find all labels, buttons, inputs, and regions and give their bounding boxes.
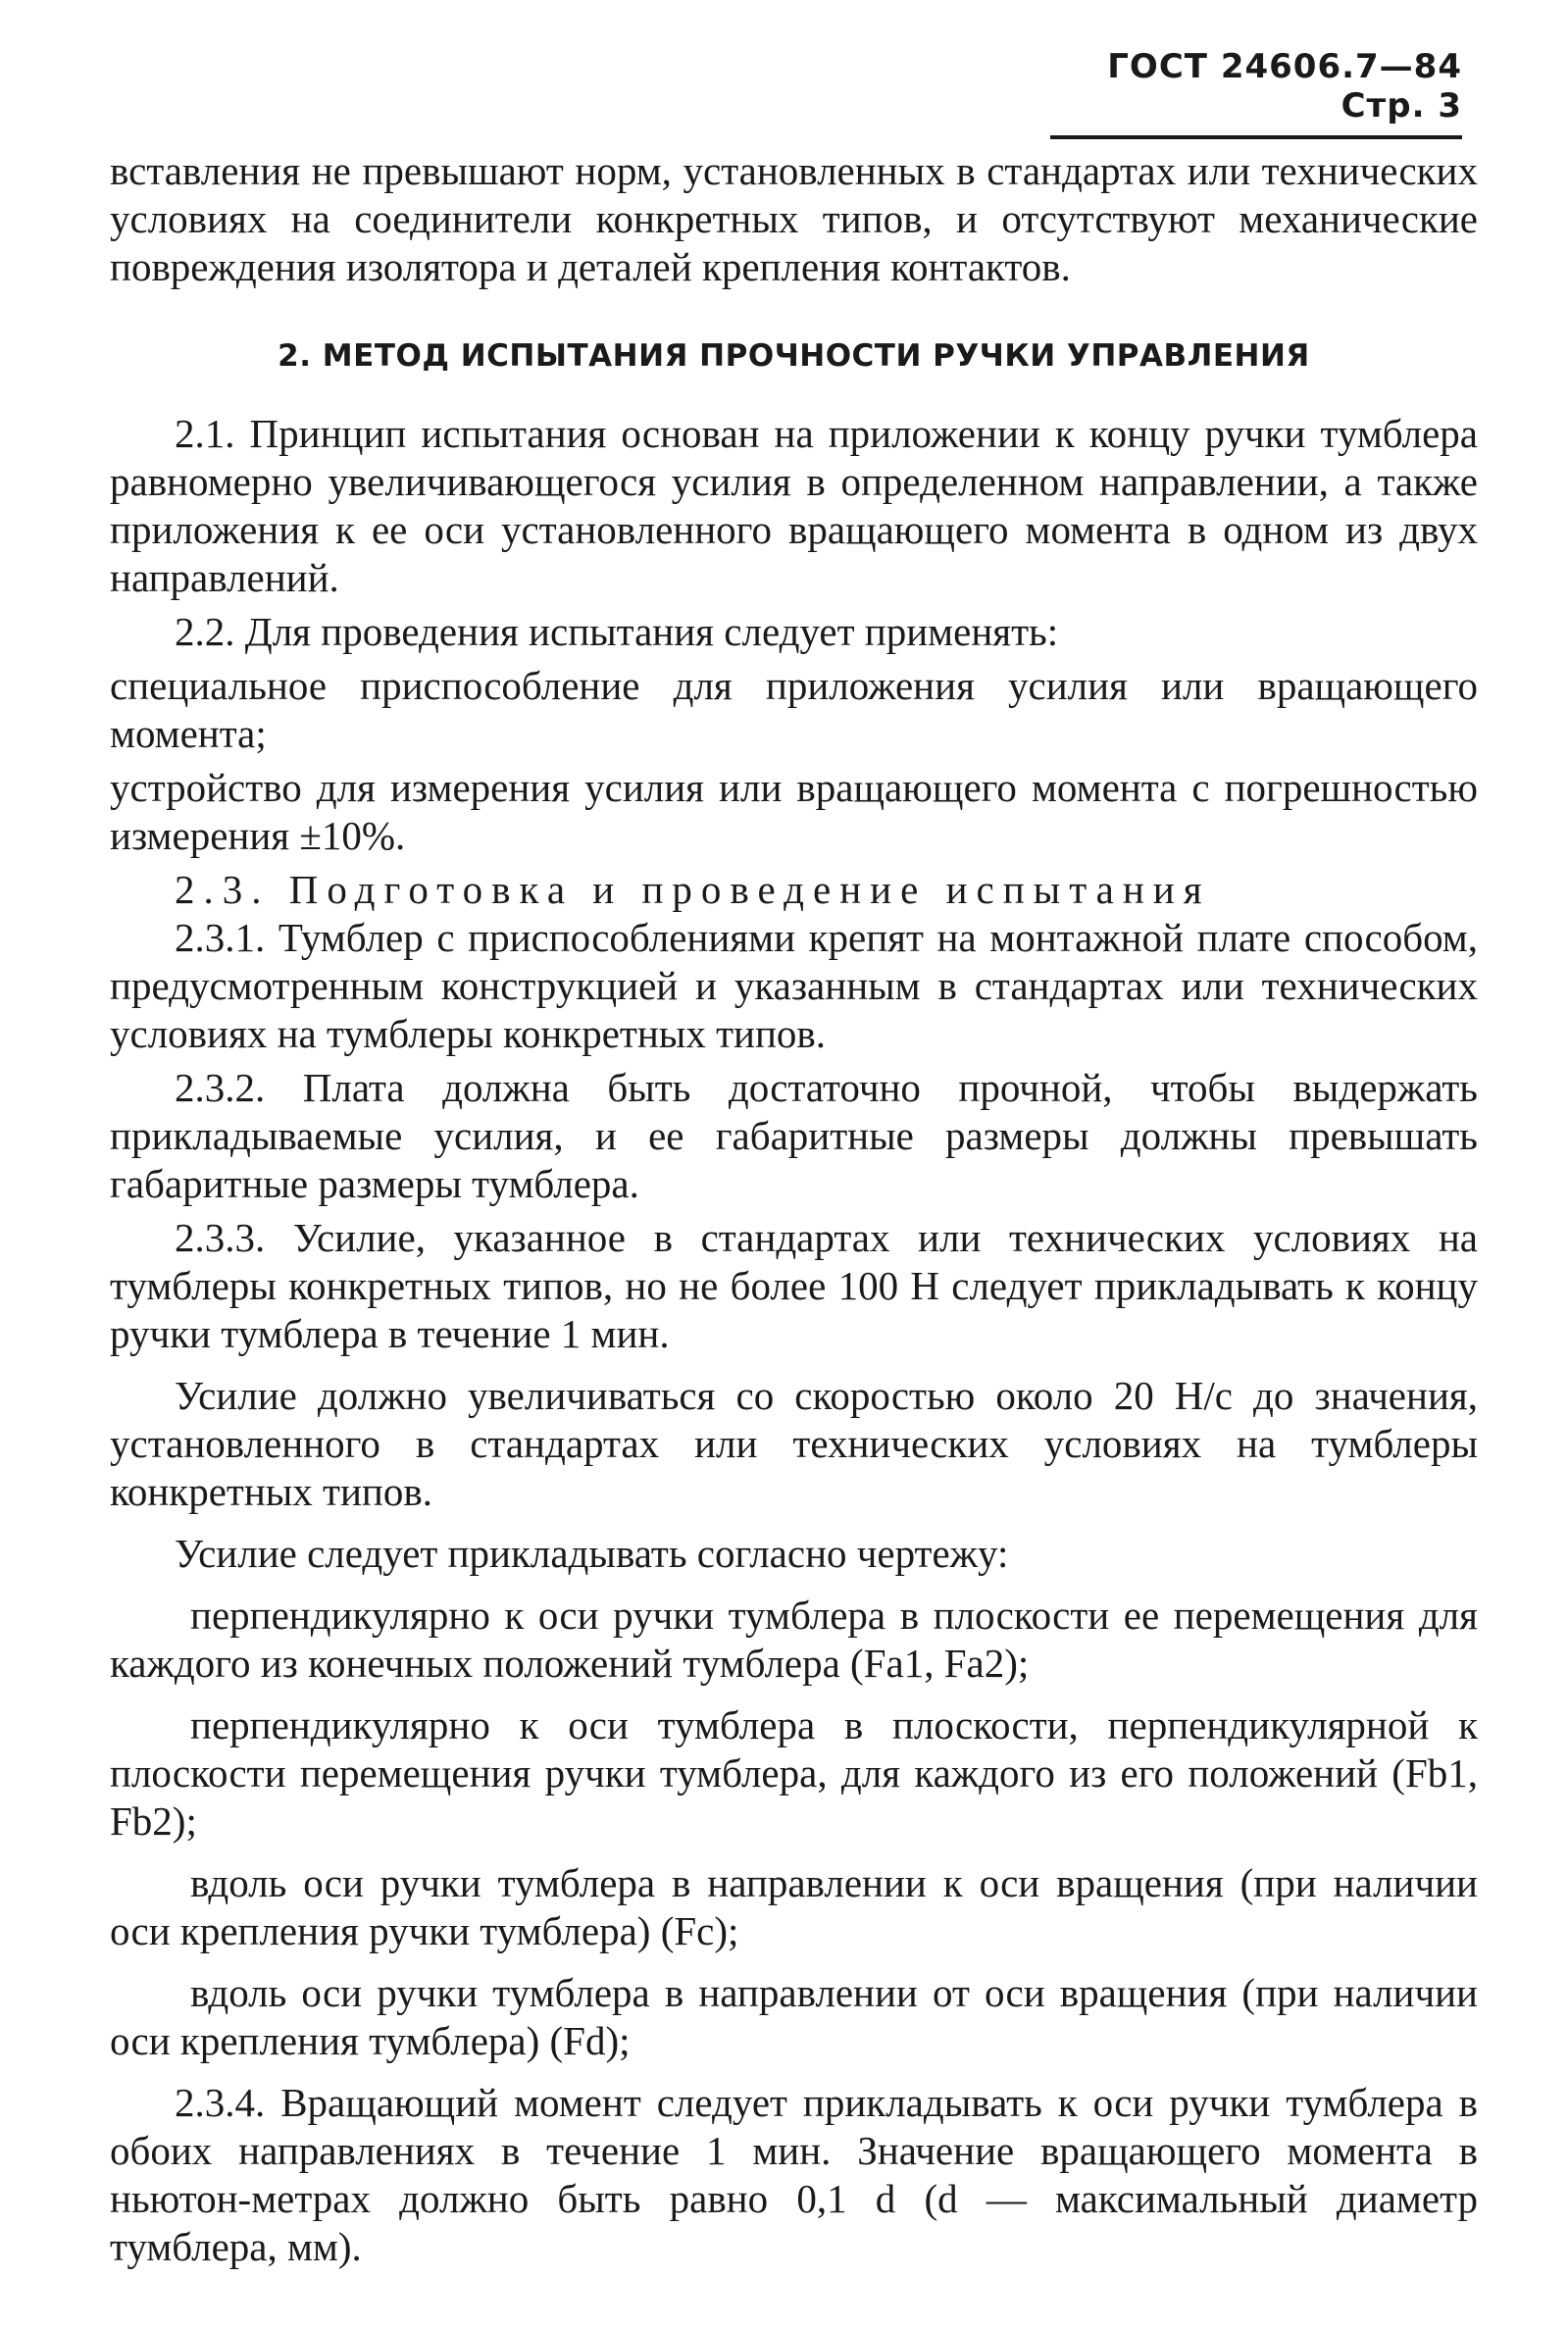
list-item-b: перпендикулярно к оси тумблера в плоскости, перпендикулярной к плоскости перемещения ручки тумблера, для каждого из его положений (Fb1, Fb2); xyxy=(110,1702,1478,1844)
section-heading: 2. МЕТОД ИСПЫТАНИЯ ПРОЧНОСТИ РУЧКИ УПРАВЛЕНИЯ xyxy=(278,338,1310,374)
list-item-c: вдоль оси ручки тумблера в направлении к оси вращения (при наличии оси крепления ручки тумблера) (Fc); xyxy=(110,1860,1478,1953)
paragraph-speed: Усилие должно увеличиваться со скоростью около 20 Н/с до значения, установленного в стандартах или технических условиях на тумблеры конкретных типов. xyxy=(110,1373,1478,1514)
paragraph-intro: вставления не превышают норм, установленных в стандартах или технических условиях на соединители конкретных типов, и отсутствуют механические повреждения изолятора и деталей крепления контактов. xyxy=(110,148,1478,289)
list-item-d: вдоль оси ручки тумблера в направлении от оси вращения (при наличии оси крепления тумблера) (Fd); xyxy=(110,1970,1478,2063)
paragraph-2-3-3: 2.3.3. Усилие, указанное в стандартах или технических условиях на тумблеры конкретных типов, но не более 100 Н следует прикладывать к концу ручки тумблера в течение 1 мин. xyxy=(110,1215,1478,1356)
paragraph-2-3-4: 2.3.4. Вращающий момент следует прикладывать к оси ручки тумблера в обоих направлениях в течение 1 мин. Значение вращающего момента в ньютон-метрах должно быть равно 0,1 d (d — максимальный диаметр тумблера, мм). xyxy=(110,2080,1478,2269)
running-head: ГОСТ 24606.7—84 Стр. 3 xyxy=(1050,47,1462,139)
paragraph-2-2-b: устройство для измерения усилия или вращающего момента с погрешностью измерения ±10%. xyxy=(110,765,1478,858)
subheading-2-3: 2.3. Подготовка и проведение испытания xyxy=(175,867,1211,912)
paragraph-2-3-1: 2.3.1. Тумблер с приспособлениями крепят на монтажной плате способом, предусмотренным конструкцией и указанным в стандартах или технических условиях на тумблеры конкретных типов. xyxy=(110,915,1478,1056)
paragraph-2-2-a: специальное приспособление для приложения усилия или вращающего момента; xyxy=(110,663,1478,756)
document-body xyxy=(110,147,1478,2271)
paragraph-2-2: 2.2. Для проведения испытания следует применять: xyxy=(175,609,1059,654)
paragraph-apply: Усилие следует прикладывать согласно чертежу: xyxy=(175,1531,1009,1576)
list-item-a: перпендикулярно к оси ручки тумблера в плоскости ее перемещения для каждого из конечных положений тумблера (Fa1, Fa2); xyxy=(110,1593,1478,1686)
paragraph-2-1: 2.1. Принцип испытания основан на приложении к концу ручки тумблера равномерно увеличивающегося усилия в определенном направлении, а также приложения к ее оси установленного вращающего момента в одном из двух направлений. xyxy=(110,411,1478,600)
paragraph-2-3-2: 2.3.2. Плата должна быть достаточно прочной, чтобы выдержать прикладываемые усилия, и ее габаритные размеры должны превышать габаритные размеры тумблера. xyxy=(110,1065,1478,1206)
